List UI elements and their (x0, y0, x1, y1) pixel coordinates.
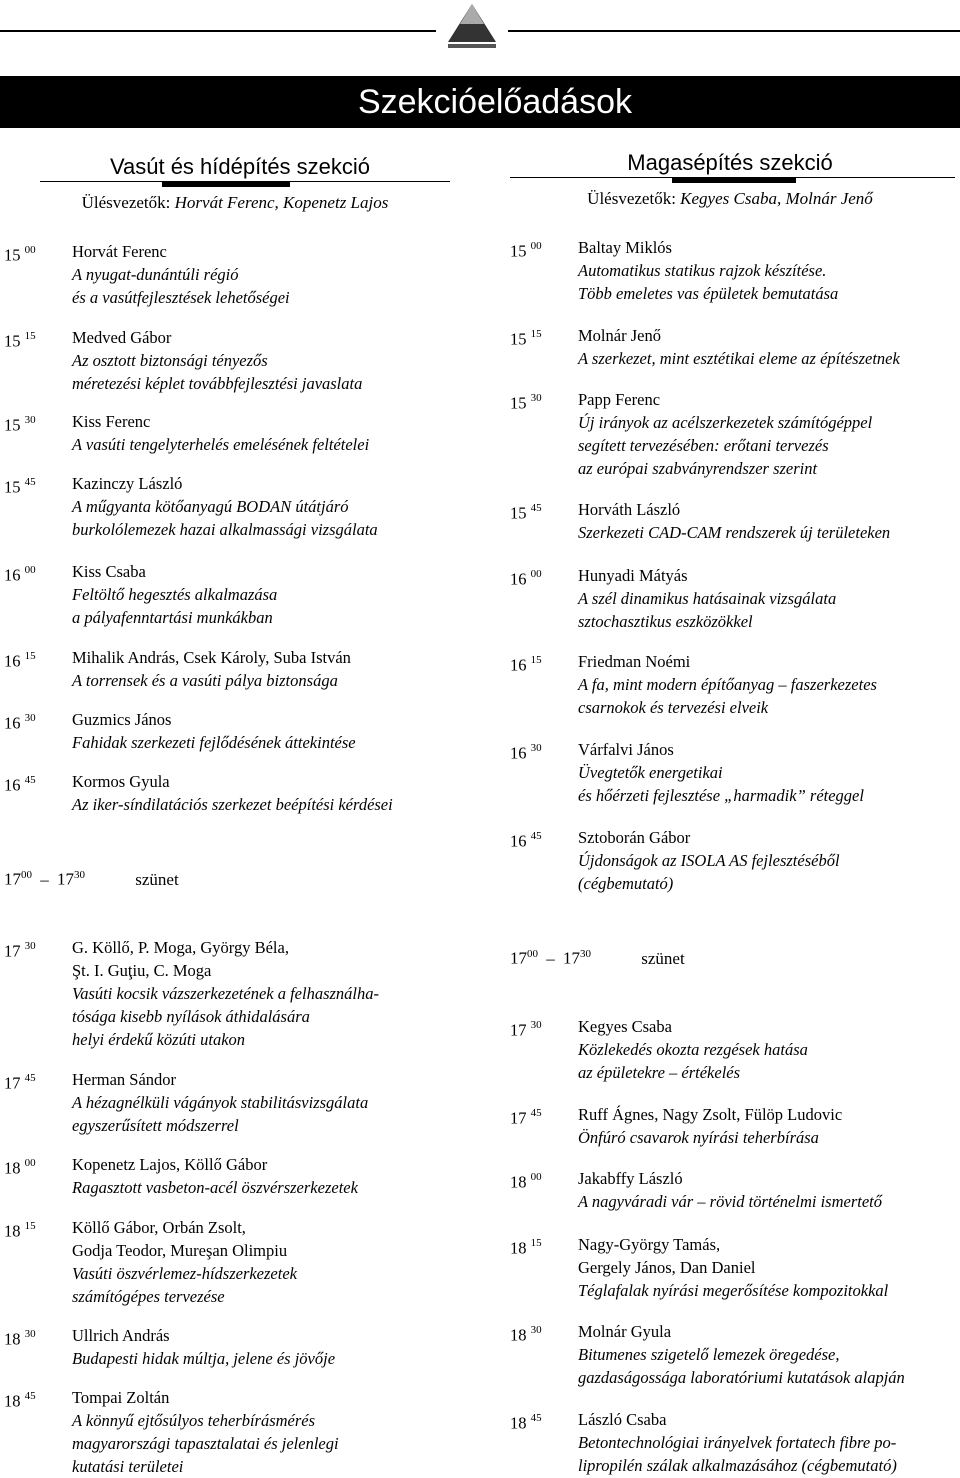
entry-title: kutatási területei (72, 1457, 184, 1476)
time-hour: 18 (4, 1391, 21, 1411)
break-start-min: 00 (527, 948, 538, 960)
entry-time (510, 1320, 542, 1347)
entry-title: számítógépes tervezése (72, 1287, 225, 1306)
entry-body (578, 1015, 808, 1084)
entry-body (72, 1153, 358, 1199)
entry-authors: Horvát Ferenc (72, 242, 167, 261)
time-minute: 30 (24, 1328, 36, 1340)
entry-authors: Friedman Noémi (578, 652, 691, 671)
entry-title: Több emeletes vas épületek bemutatása (578, 284, 839, 303)
entry-time (510, 1103, 542, 1130)
time-minute: 15 (24, 1220, 36, 1232)
time-minute: 00 (530, 1171, 542, 1183)
entry-title: méretezési képlet továbbfejlesztési javaslata (72, 374, 363, 393)
time-minute: 15 (530, 328, 542, 340)
entry-time (510, 1015, 542, 1042)
entry-title: Üvegtetők energetikai (578, 763, 723, 782)
break-end-min: 30 (74, 869, 85, 881)
entry-authors: Kegyes Csaba (578, 1017, 672, 1036)
time-minute: 15 (24, 650, 36, 662)
time-minute: 45 (530, 1107, 542, 1119)
entry-title: magyarországi tapasztalatai és jelenlegi (72, 1434, 339, 1453)
time-hour: 16 (4, 565, 21, 585)
entry-authors: Molnár Jenő (578, 326, 661, 345)
entry-authors: Medved Gábor (72, 328, 172, 347)
entry-title: A szerkezet, mint esztétikai eleme az építészetnek (578, 349, 900, 368)
entry-title: A torrensek és a vasúti pálya biztonsága (72, 671, 338, 690)
entry-title: Budapesti hidak múltja, jelene és jövője (72, 1349, 336, 1368)
right-break (510, 943, 685, 970)
entry-body (72, 326, 362, 395)
time-hour: 18 (4, 1158, 21, 1178)
entry-time (510, 236, 542, 263)
entry-time (510, 324, 542, 351)
entry-body (72, 646, 351, 692)
entry-body (72, 770, 393, 816)
entry-title: helyi érdekű közúti utakon (72, 1030, 246, 1049)
time-minute: 00 (24, 244, 36, 256)
time-hour: 15 (510, 503, 527, 523)
time-hour: 15 (4, 477, 21, 497)
entry-authors: Tompai Zoltán (72, 1388, 170, 1407)
entry-title: Önfúró csavarok nyírási teherbírása (578, 1128, 819, 1147)
time-minute: 30 (530, 1324, 542, 1336)
entry-body (72, 936, 379, 1051)
entry-title: csarnokok és tervezési elveik (578, 698, 769, 717)
entry-body (578, 826, 840, 895)
entry-title: A vasúti tengelyterhelés emelésének feltételei (72, 435, 370, 454)
time-hour: 18 (4, 1329, 21, 1349)
time-minute: 00 (530, 240, 542, 252)
logo-icon (444, 2, 500, 50)
right-chairs (510, 189, 950, 209)
break-end-hour: 17 (57, 869, 74, 889)
entry-title: (cégbemutató) (578, 874, 674, 893)
entry-title: Vasúti kocsik vázszerkezetének a felhasználha- (72, 984, 380, 1003)
entry-authors: Köllő Gábor, Orbán Zsolt, (72, 1218, 246, 1237)
entry-time (4, 708, 36, 735)
entry-authors: Hunyadi Mátyás (578, 566, 688, 585)
entry-authors: Horváth László (578, 500, 681, 519)
entry-body (72, 1216, 297, 1308)
break-start-min: 00 (21, 869, 32, 881)
entry-title: Bitumenes szigetelő lemezek öregedése, (578, 1345, 840, 1364)
entry-time (510, 498, 542, 525)
entry-time (4, 240, 36, 267)
entry-title: A nagyváradi vár – rövid történelmi ismertető (578, 1192, 882, 1211)
entry-authors: Kopenetz Lajos, Köllő Gábor (72, 1155, 268, 1174)
entry-title: segített tervezésében: erőtani tervezés (578, 436, 829, 455)
entry-authors: Baltay Miklós (578, 238, 672, 257)
entry-time (4, 326, 36, 353)
time-hour: 16 (4, 713, 21, 733)
entry-body (578, 1167, 882, 1213)
entry-time (510, 388, 542, 415)
entry-title: A szél dinamikus hatásainak vizsgálata (578, 589, 837, 608)
entry-title: Szerkezeti CAD-CAM rendszerek új területeken (578, 523, 891, 542)
entry-title: A könnyű ejtősúlyos teherbírásmérés (72, 1411, 316, 1430)
entry-body (72, 472, 378, 541)
time-hour: 16 (4, 651, 21, 671)
time-hour: 15 (510, 329, 527, 349)
time-hour: 17 (510, 1108, 527, 1128)
entry-authors: G. Köllő, P. Moga, György Béla, (72, 938, 289, 957)
entry-authors: Várfalvi János (578, 740, 674, 759)
entry-time (510, 1408, 542, 1435)
entry-title: A műgyanta kötőanyagú BODAN útátjáró (72, 497, 349, 516)
right-chairs-label: Ülésvezetők: (587, 189, 676, 208)
entry-time (4, 410, 36, 437)
time-hour: 15 (510, 241, 527, 261)
entry-time (4, 1386, 36, 1413)
entry-title: Az osztott biztonsági tényezős (72, 351, 268, 370)
time-minute: 30 (530, 742, 542, 754)
entry-title: Betontechnológiai irányelvek fortatech fibre po- (578, 1433, 897, 1452)
top-rule-left (0, 30, 436, 32)
entry-title: Közlekedés okozta rezgések hatása (578, 1040, 808, 1059)
time-minute: 45 (530, 1412, 542, 1424)
entry-body (578, 738, 864, 807)
entry-authors: Ruff Ágnes, Nagy Zsolt, Fülöp Ludovic (578, 1105, 843, 1124)
break-dash: – (40, 869, 49, 889)
time-hour: 18 (510, 1413, 527, 1433)
entry-body (578, 1320, 905, 1389)
time-hour: 17 (4, 941, 21, 961)
entry-body (72, 410, 369, 456)
time-minute: 30 (530, 392, 542, 404)
time-minute: 15 (24, 330, 36, 342)
entry-body (578, 236, 838, 305)
time-minute: 30 (24, 414, 36, 426)
time-minute: 45 (24, 1072, 36, 1084)
page-title: Szekcióelőadások (357, 83, 632, 121)
entry-body (578, 650, 877, 719)
entry-title: tósága kisebb nyílások áthidalására (72, 1007, 310, 1026)
entry-time (4, 646, 36, 673)
top-rule-right (508, 30, 960, 32)
break-end-hour: 17 (563, 948, 580, 968)
entry-time (510, 564, 542, 591)
time-minute: 30 (24, 712, 36, 724)
time-hour: 15 (4, 415, 21, 435)
entry-title: A hézagnélküli vágányok stabilitásvizsgálata (72, 1093, 369, 1112)
entry-title: a pályafenntartási munkákban (72, 608, 273, 627)
time-minute: 45 (530, 502, 542, 514)
entry-authors: Sztoborán Gábor (578, 828, 691, 847)
entry-title: Téglafalak nyírási megerősítése kompozitokkal (578, 1281, 889, 1300)
entry-time (510, 1167, 542, 1194)
entry-authors: Ullrich András (72, 1326, 170, 1345)
header-banner (0, 76, 960, 128)
entry-time (4, 472, 36, 499)
time-hour: 16 (510, 569, 527, 589)
time-hour: 17 (4, 1073, 21, 1093)
right-section-bar (672, 177, 796, 183)
entry-title: Új irányok az acélszerkezetek számítógéppel (578, 413, 873, 432)
entry-title: Fahidak szerkezeti fejlődésének áttekintése (72, 733, 356, 752)
entry-authors: Kazinczy László (72, 474, 183, 493)
entry-title: Vasúti öszvérlemez-hídszerkezetek (72, 1264, 297, 1283)
time-minute: 45 (24, 1390, 36, 1402)
entry-time (4, 1324, 36, 1351)
entry-body (72, 240, 290, 309)
entry-authors: Mihalik András, Csek Károly, Suba István (72, 648, 351, 667)
entry-time (4, 560, 36, 587)
entry-authors: Nagy-György Tamás, (578, 1235, 721, 1254)
time-minute: 15 (530, 654, 542, 666)
entry-authors: László Csaba (578, 1410, 667, 1429)
entry-body (578, 1103, 842, 1149)
entry-body (72, 1386, 339, 1478)
time-hour: 16 (4, 775, 21, 795)
entry-title: burkolólemezek hazai alkalmassági vizsgálata (72, 520, 378, 539)
entry-body (72, 560, 277, 629)
entry-authors: Papp Ferenc (578, 390, 661, 409)
entry-time (4, 1216, 36, 1243)
left-chairs-names: Horvát Ferenc, Kopenetz Lajos (174, 193, 389, 212)
entry-authors: Kormos Gyula (72, 772, 170, 791)
time-minute: 45 (24, 774, 36, 786)
entry-time (4, 936, 36, 963)
left-section-bar (162, 181, 290, 187)
time-hour: 15 (4, 245, 21, 265)
break-label: szünet (135, 869, 179, 889)
entry-title: az épületekre – értékelés (578, 1063, 741, 1082)
left-break (4, 864, 179, 891)
time-hour: 18 (4, 1221, 21, 1241)
entry-authors: Kiss Csaba (72, 562, 146, 581)
entry-authors: Kiss Ferenc (72, 412, 151, 431)
time-hour: 16 (510, 831, 527, 851)
entry-title: A nyugat-dunántúli régió (72, 265, 239, 284)
break-start-hour: 17 (510, 948, 527, 968)
entry-body (578, 324, 900, 370)
left-chairs-label: Ülésvezetők: (81, 193, 171, 212)
entry-title: Az iker-síndilatációs szerkezet beépítési kérdései (72, 795, 393, 814)
time-hour: 16 (510, 655, 527, 675)
right-chairs-names: Kegyes Csaba, Molnár Jenő (680, 189, 873, 208)
entry-authors: Şt. I. Guţiu, C. Moga (72, 961, 212, 980)
entry-time (4, 770, 36, 797)
time-minute: 30 (530, 1019, 542, 1031)
entry-authors: Jakabffy László (578, 1169, 683, 1188)
entry-time (4, 1153, 36, 1180)
entry-time (510, 650, 542, 677)
entry-time (510, 826, 542, 853)
entry-body (578, 1233, 888, 1302)
entry-title: sztochasztikus eszközökkel (578, 612, 753, 631)
time-hour: 18 (510, 1238, 527, 1258)
entry-title: és a vasútfejlesztések lehetőségei (72, 288, 290, 307)
time-minute: 00 (24, 564, 36, 576)
time-hour: 16 (510, 743, 527, 763)
entry-title: lipropilén szálak alkalmazásához (cégbemutató) (578, 1456, 897, 1475)
left-section-title: Vasút és hídépítés szekció (109, 154, 371, 179)
time-minute: 45 (530, 830, 542, 842)
entry-title: az európai szabványrendszer szerint (578, 459, 818, 478)
time-minute: 30 (24, 940, 36, 952)
time-hour: 17 (510, 1020, 527, 1040)
entry-title: Feltöltő hegesztés alkalmazása (72, 585, 278, 604)
time-hour: 15 (4, 331, 21, 351)
entry-body (72, 708, 356, 754)
entry-body (578, 564, 836, 633)
entry-authors: Gergely János, Dan Daniel (578, 1258, 756, 1277)
entry-authors: Herman Sándor (72, 1070, 177, 1089)
entry-time (510, 738, 542, 765)
entry-title: és hőérzeti fejlesztése „harmadik” réteggel (578, 786, 864, 805)
entry-title: Újdonságok az ISOLA AS fejlesztéséből (578, 851, 840, 870)
entry-authors: Godja Teodor, Mureşan Olimpiu (72, 1241, 288, 1260)
break-start-hour: 17 (4, 869, 21, 889)
entry-body (72, 1324, 335, 1370)
entry-body (578, 388, 872, 480)
time-hour: 18 (510, 1172, 527, 1192)
entry-time (4, 1068, 36, 1095)
entry-body (578, 1408, 897, 1477)
time-hour: 18 (510, 1325, 527, 1345)
time-minute: 00 (24, 1157, 36, 1169)
entry-body (72, 1068, 368, 1137)
time-minute: 15 (530, 1237, 542, 1249)
entry-time (510, 1233, 542, 1260)
left-chairs (30, 193, 440, 213)
entry-authors: Molnár Gyula (578, 1322, 672, 1341)
time-minute: 45 (24, 476, 36, 488)
entry-body (578, 498, 890, 544)
break-label: szünet (641, 948, 685, 968)
entry-title: Ragasztott vasbeton-acél öszvérszerkezetek (72, 1178, 358, 1197)
right-section-title: Magasépítés szekció (627, 150, 833, 175)
break-end-min: 30 (580, 948, 591, 960)
entry-title: Automatikus statikus rajzok készítése. (578, 261, 827, 280)
entry-title: egyszerűsített módszerrel (72, 1116, 239, 1135)
time-minute: 00 (530, 568, 542, 580)
time-hour: 15 (510, 393, 527, 413)
entry-authors: Guzmics János (72, 710, 172, 729)
break-dash: – (546, 948, 555, 968)
entry-title: A fa, mint modern építőanyag – faszerkezetes (578, 675, 877, 694)
entry-title: gazdaságossága laboratóriumi kutatások alapján (578, 1368, 905, 1387)
